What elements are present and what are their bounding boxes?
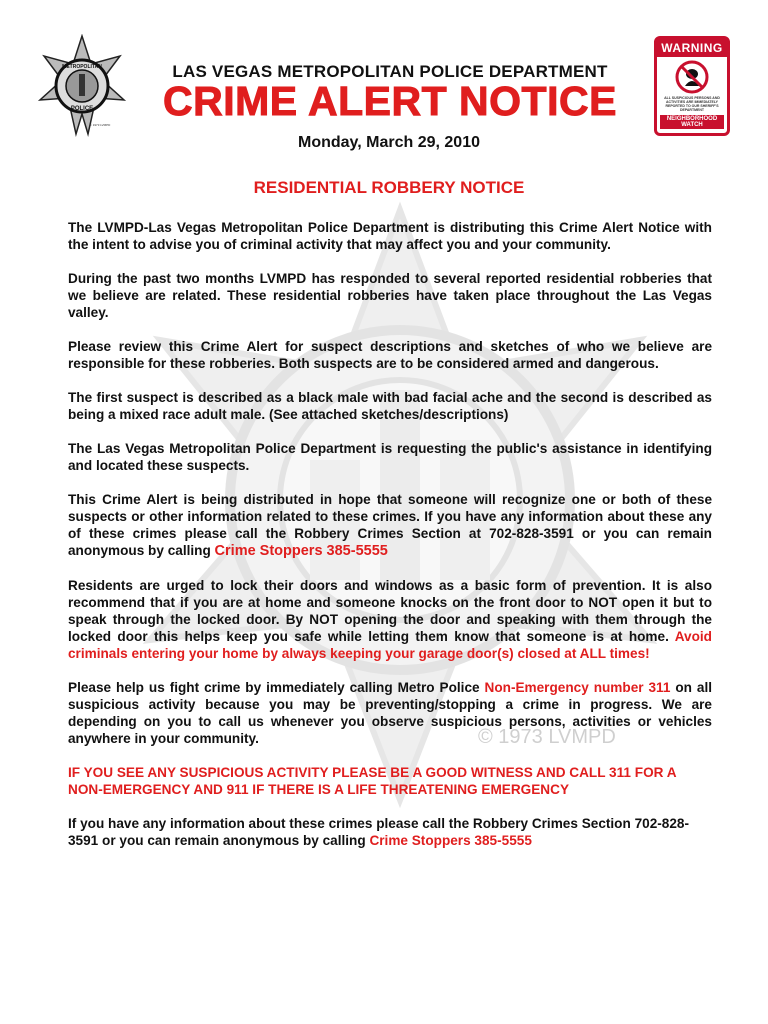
neighborhood-watch-sign-icon [654,36,730,136]
warning-sign-fine-print: ALL SUSPICIOUS PERSONS AND ACTIVITIES ARE IMMEDIATELY REPORTED TO OUR SHERIFF'S DEPARTMENT [664,96,720,112]
paragraph-contact [68,815,712,849]
department-title: LAS VEGAS METROPOLITAN POLICE DEPARTMENT [172,62,608,81]
page-title: CRIME ALERT NOTICE [163,78,617,124]
garage-door-warning: Avoid criminals entering your home by always keeping your garage door(s) closed at ALL times! [68,629,712,661]
crime-stoppers-number-footer: Crime Stoppers 385-5555 [369,833,532,848]
paragraph-intro: The LVMPD-Las Vegas Metropolitan Police Department is distributing this Crime Alert Notice with the intent to advise you of criminal activity that may affect you and your community. [68,220,712,252]
non-emergency-number: Non-Emergency number 311 [484,680,671,695]
paragraph-distribution-text: This Crime Alert is being distributed in hope that someone will recognize one or both of these suspects or other information related to these crimes. If you have any information about these any of these crimes please call the Robbery Crimes Section at 702-828-3591 or you can remain anonymous by calling [68,492,712,558]
paragraph-help-text-b: on all suspicious activity because you may be preventing/stopping a crime in progress. We are depending on you to call us whenever you observe suspicious persons, activities or vehicles anywhere in your community. [68,680,713,746]
paragraph-review: Please review this Crime Alert for suspect descriptions and sketches of who we believe are responsible for these robberies. Both suspects are to be considered armed and dangerous. [68,339,712,371]
no-burglar-icon [675,60,709,94]
notice-heading: RESIDENTIAL ROBBERY NOTICE [253,178,525,197]
paragraph-suspects: The first suspect is described as a black male with bad facial ache and the second is described as being a mixed race adult male. (See attached sketches/descriptions) [68,390,712,422]
paragraph-prevention-text: Residents are urged to lock their doors and windows as a basic form of prevention. It is also recommend that if you are at home and someone knocks on the front door to NOT open it but to speak through the locked door. By NOT opening the door and speaking with them through the locked door this helps keep you safe while letting them know that someone is at home. [68,578,712,644]
notice-date: Monday, March 29, 2010 [298,134,480,151]
paragraph-contact-text: If you have any information about these crimes please call the Robbery Crimes Section 702-828-3591 or you can remain anonymous by calling [68,816,689,848]
badge-top-text: METROPOLITAN [62,64,102,70]
paragraph-distribution [68,491,712,560]
crime-stoppers-number: Crime Stoppers 385-5555 [214,543,388,559]
paragraph-witness-warning: IF YOU SEE ANY SUSPICIOUS ACTIVITY PLEASE BE A GOOD WITNESS AND CALL 311 FOR A NON-EMERGENCY AND 911 IF THERE IS A LIFE THREATENING EMERGENCY [68,765,677,797]
paragraph-prevention [68,577,712,662]
paragraph-help-text-a: Please help us fight crime by immediately calling Metro Police [68,680,485,695]
notice-body [68,219,712,866]
warning-sign-title: WARNING [657,39,727,57]
paragraph-assistance: The Las Vegas Metropolitan Police Department is requesting the public's assistance in identifying and located these suspects. [68,441,712,473]
watermark-copyright: © 1973 LVMPD [478,726,616,748]
police-badge-icon [36,34,128,138]
badge-copyright: © 1973 LVMPD [89,123,111,127]
badge-bottom-text: POLICE [70,106,94,112]
paragraph-robberies: During the past two months LVMPD has responded to several reported residential robberies that we believe are related. These residential robberies have taken place throughout the Las Vegas valley. [68,271,712,320]
warning-sign-footer: NEIGHBORHOOD WATCH [660,115,724,129]
